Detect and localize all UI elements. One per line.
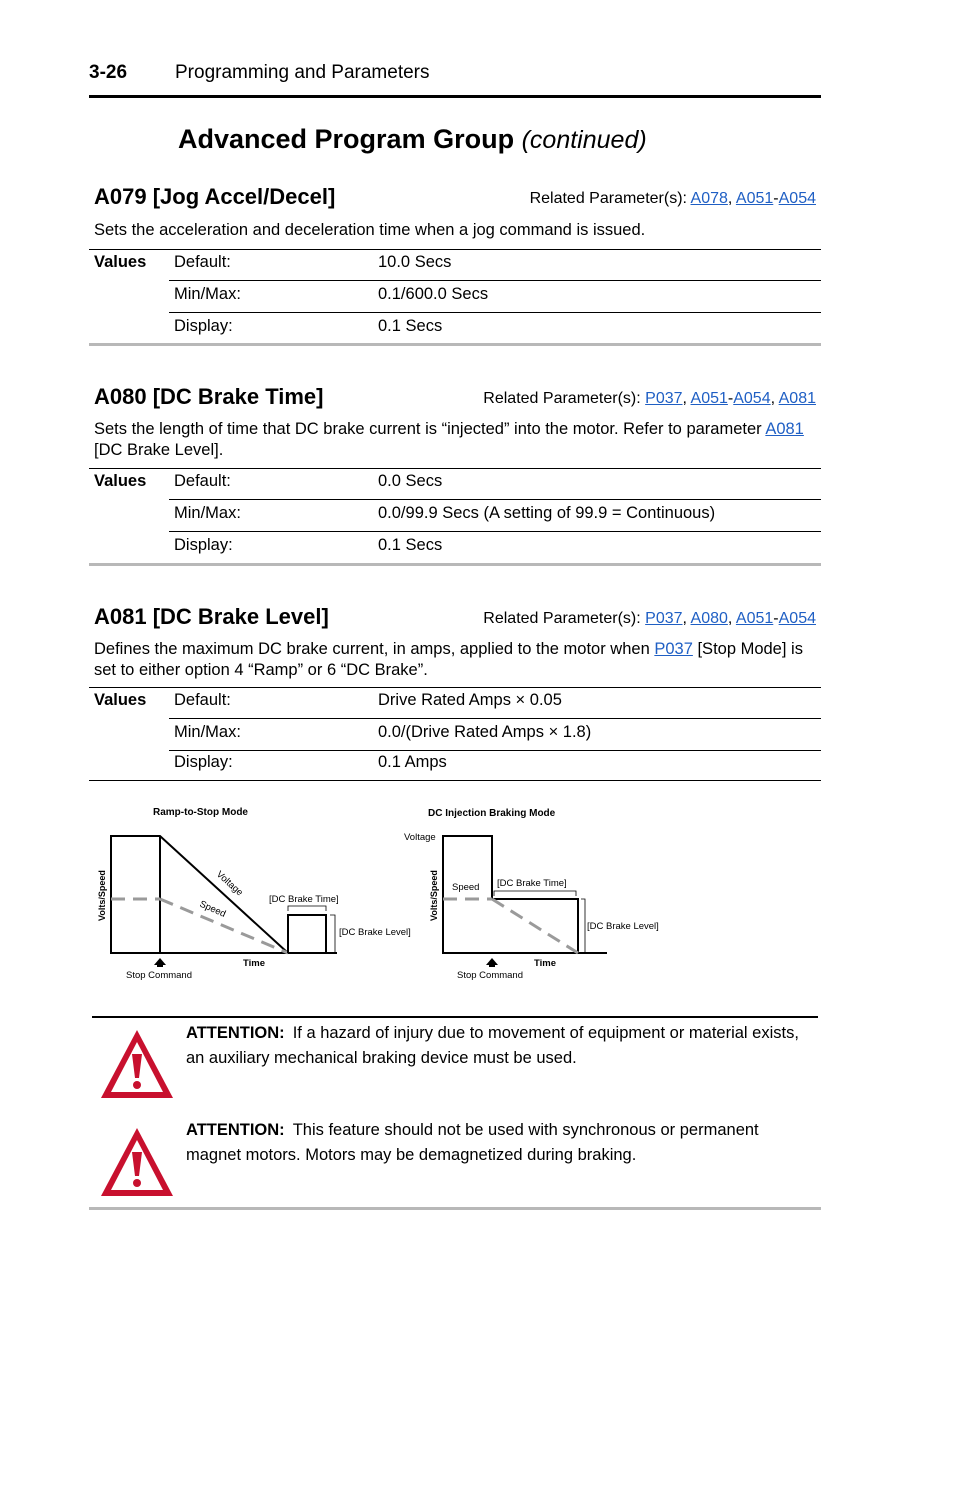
arrow-up-icon — [486, 958, 498, 965]
header-rule — [89, 95, 821, 98]
warning-triangle-icon — [99, 1028, 175, 1100]
table-row — [89, 313, 821, 345]
attention-text: This feature should not be used with synchronous or permanent magnet motors. Motors may be demagnetized during braking. — [186, 1121, 759, 1164]
voltage-label: Voltage — [213, 869, 245, 899]
values-label: Values — [94, 691, 147, 709]
row-value: 0.1 Amps — [378, 753, 447, 771]
stop-command-label: Stop Command — [126, 970, 193, 981]
running-header-title: Programming and Parameters — [175, 62, 430, 83]
row-key: Display: — [174, 536, 233, 554]
row-key: Default: — [174, 691, 231, 709]
row-key: Min/Max: — [174, 285, 241, 303]
row-key: Default: — [174, 472, 231, 490]
row-value: 0.0/99.9 Secs (A setting of 99.9 = Continuous) — [378, 504, 716, 522]
param-title-a081: A081 [DC Brake Level] — [94, 604, 329, 629]
param-title-a079: A079 [Jog Accel/Decel] — [94, 184, 336, 209]
attention-note-1 — [186, 1021, 818, 1071]
page-title — [178, 124, 647, 155]
param-title-a080: A080 [DC Brake Time] — [94, 384, 324, 409]
related-params-a081: Related Parameter(s): P037, A080, A051-A054 — [483, 610, 816, 627]
row-value: Drive Rated Amps × 0.05 — [378, 691, 562, 709]
values-label: Values — [94, 472, 147, 490]
row-value: 0.0/(Drive Rated Amps × 1.8) — [378, 723, 592, 741]
param-link-a054[interactable]: A054 — [778, 190, 816, 207]
dc-injection-diagram — [404, 808, 659, 981]
table-row — [89, 532, 821, 564]
stop-command-label: Stop Command — [457, 970, 524, 981]
row-key: Display: — [174, 317, 233, 335]
attention-note-2 — [186, 1118, 818, 1168]
table-row — [89, 500, 821, 532]
param-link-a081[interactable]: A081 — [778, 390, 816, 407]
voltage-curve — [443, 836, 578, 953]
dc-brake-level-label: [DC Brake Level] — [339, 927, 411, 938]
values-label: Values — [94, 253, 147, 271]
time-label: Time — [534, 958, 557, 969]
param-link-a051[interactable]: A051 — [735, 190, 774, 207]
attention-rule-top — [92, 1016, 818, 1018]
inline-link-a081[interactable]: A081 — [765, 420, 804, 438]
voltage-label: Voltage — [404, 832, 436, 843]
table-row — [89, 687, 821, 719]
diagram-title: DC Injection Braking Mode — [428, 808, 556, 819]
voltage-curve — [111, 836, 288, 953]
dc-brake-level-label: [DC Brake Level] — [587, 921, 659, 932]
speed-ramp — [492, 899, 578, 953]
row-value: 0.1 Secs — [378, 317, 443, 335]
row-value: 10.0 Secs — [378, 253, 452, 271]
table-row — [89, 719, 821, 751]
param-link-a051[interactable]: A051 — [735, 610, 774, 627]
attention-text: If a hazard of injury due to movement of equipment or material exists, an auxiliary mechanical braking device must be used. — [186, 1024, 799, 1067]
speed-label: Speed — [452, 882, 480, 893]
param-link-a054[interactable]: A054 — [778, 610, 816, 627]
values-table-a080 — [89, 468, 821, 566]
attention-label: ATTENTION: — [186, 1024, 285, 1042]
row-key: Min/Max: — [174, 723, 241, 741]
y-axis-label: Volts/Speed — [97, 870, 107, 921]
table-row — [89, 281, 821, 313]
speed-ramp — [160, 899, 288, 953]
attention-rule-bottom — [89, 1207, 821, 1210]
row-key: Min/Max: — [174, 504, 241, 522]
values-table-a079 — [89, 249, 821, 347]
row-value: 0.0 Secs — [378, 472, 443, 490]
param-link-a051[interactable]: A051 — [690, 390, 728, 407]
row-key: Default: — [174, 253, 231, 271]
param-description-a079: Sets the acceleration and deceleration time when a jog command is issued. — [94, 221, 646, 239]
y-axis-label: Volts/Speed — [429, 870, 439, 921]
ramp-to-stop-diagram — [97, 807, 411, 981]
table-row — [89, 249, 821, 281]
param-link-a078[interactable]: A078 — [690, 190, 728, 207]
speed-label: Speed — [197, 898, 228, 920]
attention-label: ATTENTION: — [186, 1121, 285, 1139]
param-link-a080[interactable]: A080 — [690, 610, 728, 627]
param-description-a080: Sets the length of time that DC brake current is “injected” into the motor. Refer to parameter A081 [DC Brake Level]. — [94, 420, 804, 459]
inline-link-p037[interactable]: P037 — [654, 640, 693, 658]
row-value: 0.1/600.0 Secs — [378, 285, 489, 303]
warning-triangle-icon — [99, 1126, 175, 1198]
param-description-a081: Defines the maximum DC brake current, in amps, applied to the motor when P037 [Stop Mode] is set to either option 4 “Ramp” or 6 “DC Brake”. — [94, 640, 803, 679]
dc-brake-pulse — [288, 915, 326, 953]
param-link-p037[interactable]: P037 — [645, 610, 683, 627]
braking-diagrams — [0, 795, 954, 990]
related-label: Related Parameter(s): — [483, 610, 641, 627]
related-params-a080: Related Parameter(s): P037, A051-A054, A081 — [483, 390, 816, 407]
table-row — [89, 468, 821, 500]
group-subtitle: (continued) — [521, 126, 647, 154]
table-row — [89, 749, 821, 781]
related-label: Related Parameter(s): — [529, 190, 687, 207]
arrow-up-icon — [154, 958, 166, 965]
param-link-p037[interactable]: P037 — [645, 390, 683, 407]
row-value: 0.1 Secs — [378, 536, 443, 554]
related-label: Related Parameter(s): — [483, 390, 641, 407]
dc-brake-time-label: [DC Brake Time] — [497, 878, 567, 889]
values-table-a081 — [89, 687, 821, 783]
group-title: Advanced Program Group — [178, 124, 515, 154]
param-link-a054[interactable]: A054 — [733, 390, 771, 407]
diagram-title: Ramp-to-Stop Mode — [153, 807, 248, 818]
time-label: Time — [243, 958, 266, 969]
row-key: Display: — [174, 753, 233, 771]
related-params-a079: Related Parameter(s): A078, A051-A054 — [529, 190, 816, 207]
dc-brake-time-label: [DC Brake Time] — [269, 894, 339, 905]
page-number: 3-26 — [89, 62, 128, 83]
